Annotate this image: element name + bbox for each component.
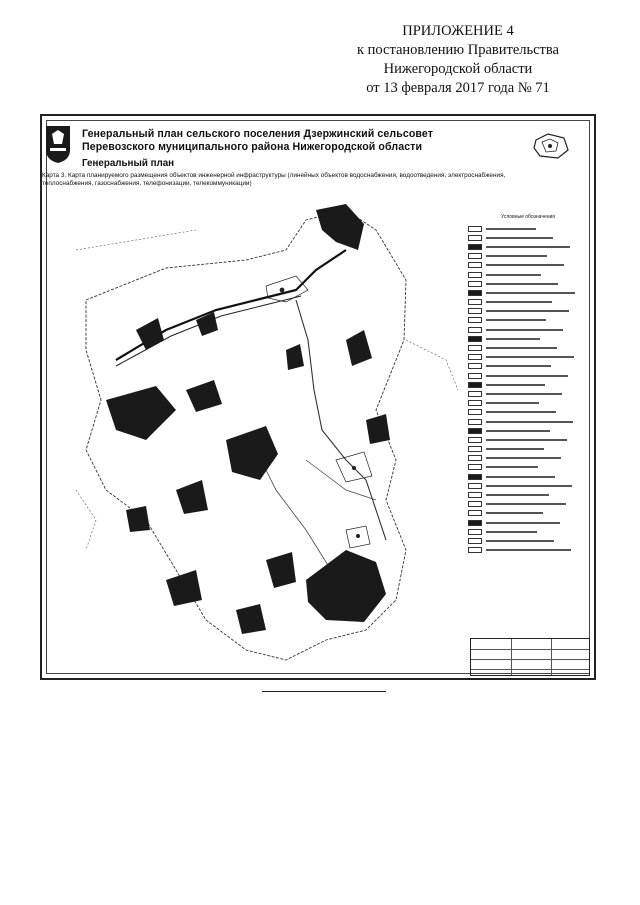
legend-label-line (486, 310, 569, 312)
settlements (266, 276, 372, 548)
legend-label-line (486, 228, 536, 230)
legend-row (468, 270, 588, 279)
legend-row (468, 316, 588, 325)
legend-symbol (468, 455, 482, 461)
legend-row (468, 252, 588, 261)
legend-symbol (468, 345, 482, 351)
legend-symbol (468, 428, 482, 434)
legend-label-line (486, 466, 538, 468)
legend-row (468, 389, 588, 398)
locator-map-icon (528, 130, 572, 162)
legend-symbol (468, 299, 482, 305)
legend-row (468, 288, 588, 297)
general-plan-map (46, 190, 466, 670)
legend-symbol (468, 382, 482, 388)
legend-row (468, 334, 588, 343)
title-stamp (470, 638, 590, 676)
legend-symbol (468, 501, 482, 507)
map-title-line-2: Перевозского муниципального района Нижегородской области (82, 141, 423, 153)
legend-label-line (486, 292, 575, 294)
legend-title: Условные обозначения (500, 214, 556, 220)
legend-label-line (486, 384, 545, 386)
header-line-4: от 13 февраля 2017 года № 71 (366, 80, 550, 96)
legend-row (468, 298, 588, 307)
legend-symbol (468, 354, 482, 360)
legend-row (468, 481, 588, 490)
legend-label-line (486, 246, 570, 248)
legend-label-line (486, 503, 566, 505)
legend-symbol (468, 336, 482, 342)
legend-row (468, 417, 588, 426)
legend-label-line (486, 338, 540, 340)
legend-symbol (468, 391, 482, 397)
legend-label-line (486, 540, 554, 542)
legend-symbol (468, 244, 482, 250)
legend-label-line (486, 448, 544, 450)
legend-symbol (468, 483, 482, 489)
legend-symbol (468, 446, 482, 452)
legend-symbol (468, 409, 482, 415)
legend-symbol (468, 327, 482, 333)
legend-symbol (468, 474, 482, 480)
legend-symbol (468, 226, 482, 232)
legend-symbol (468, 253, 482, 259)
legend-row (468, 490, 588, 499)
legend-symbol (468, 281, 482, 287)
map-title-line-1: Генеральный план сельского поселения Дзержинский сельсовет (82, 128, 434, 140)
legend-row (468, 518, 588, 527)
signature-rule (262, 691, 386, 692)
legend-row (468, 307, 588, 316)
map-settlement-markers (280, 288, 360, 538)
legend-symbol (468, 235, 482, 241)
legend-label-line (486, 549, 571, 551)
legend-row (468, 527, 588, 536)
header-line-2: к постановлению Правительства (357, 42, 559, 58)
legend-row (468, 536, 588, 545)
legend-label-line (486, 375, 568, 377)
legend-symbol (468, 492, 482, 498)
legend-row (468, 445, 588, 454)
legend-row (468, 261, 588, 270)
legend-symbol (468, 529, 482, 535)
legend-label-line (486, 457, 561, 459)
legend-label-line (486, 522, 560, 524)
legend-row (468, 224, 588, 233)
legend-symbol (468, 437, 482, 443)
legend-label-line (486, 264, 564, 266)
legend-row (468, 435, 588, 444)
legend-symbol (468, 547, 482, 553)
map-legend (468, 214, 588, 574)
legend-row (468, 509, 588, 518)
legend-symbol (468, 400, 482, 406)
legend-label-line (486, 283, 558, 285)
document-header (338, 22, 578, 98)
forest-areas (106, 204, 390, 634)
legend-symbol (468, 290, 482, 296)
legend-label-line (486, 319, 546, 321)
legend-row (468, 371, 588, 380)
coat-of-arms-icon (44, 124, 72, 164)
legend-label-line (486, 356, 574, 358)
legend-label-line (486, 430, 550, 432)
legend-label-line (486, 485, 572, 487)
map-title-block (82, 128, 522, 169)
legend-label-line (486, 365, 551, 367)
legend-row (468, 343, 588, 352)
legend-symbol (468, 262, 482, 268)
legend-row (468, 408, 588, 417)
legend-symbol (468, 308, 482, 314)
legend-symbol (468, 520, 482, 526)
legend-label-line (486, 512, 543, 514)
legend-label-line (486, 274, 541, 276)
legend-row (468, 454, 588, 463)
legend-label-line (486, 329, 563, 331)
legend-label-line (486, 476, 555, 478)
map-caption: Карта 3. Карта планируемого размещения объектов инженерной инфраструктуры (линейных объектов водоснабжения, водоотведения, электроснабжения, теплоснабжения, газоснабжения, телефонизации, телекоммуникации) (42, 172, 506, 187)
legend-rows (468, 224, 588, 555)
legend-symbol (468, 272, 482, 278)
legend-label-line (486, 494, 549, 496)
legend-label-line (486, 255, 547, 257)
header-line-3: Нижегородской области (383, 61, 533, 77)
legend-symbol (468, 363, 482, 369)
legend-row (468, 362, 588, 371)
legend-row (468, 353, 588, 362)
legend-symbol (468, 317, 482, 323)
legend-row (468, 380, 588, 389)
legend-symbol (468, 538, 482, 544)
legend-label-line (486, 347, 557, 349)
legend-row (468, 546, 588, 555)
legend-row (468, 325, 588, 334)
legend-row (468, 463, 588, 472)
legend-row (468, 233, 588, 242)
legend-symbol (468, 419, 482, 425)
legend-label-line (486, 402, 539, 404)
legend-label-line (486, 421, 573, 423)
legend-symbol (468, 464, 482, 470)
legend-row (468, 426, 588, 435)
map-subtitle: Генеральный план (82, 158, 175, 169)
legend-row (468, 500, 588, 509)
legend-symbol (468, 510, 482, 516)
legend-label-line (486, 411, 556, 413)
legend-label-line (486, 393, 562, 395)
legend-label-line (486, 237, 553, 239)
legend-label-line (486, 439, 567, 441)
legend-symbol (468, 373, 482, 379)
legend-label-line (486, 301, 552, 303)
legend-row (468, 472, 588, 481)
legend-row (468, 399, 588, 408)
legend-row (468, 242, 588, 251)
legend-label-line (486, 531, 537, 533)
header-line-1: ПРИЛОЖЕНИЕ 4 (402, 23, 514, 39)
legend-row (468, 279, 588, 288)
